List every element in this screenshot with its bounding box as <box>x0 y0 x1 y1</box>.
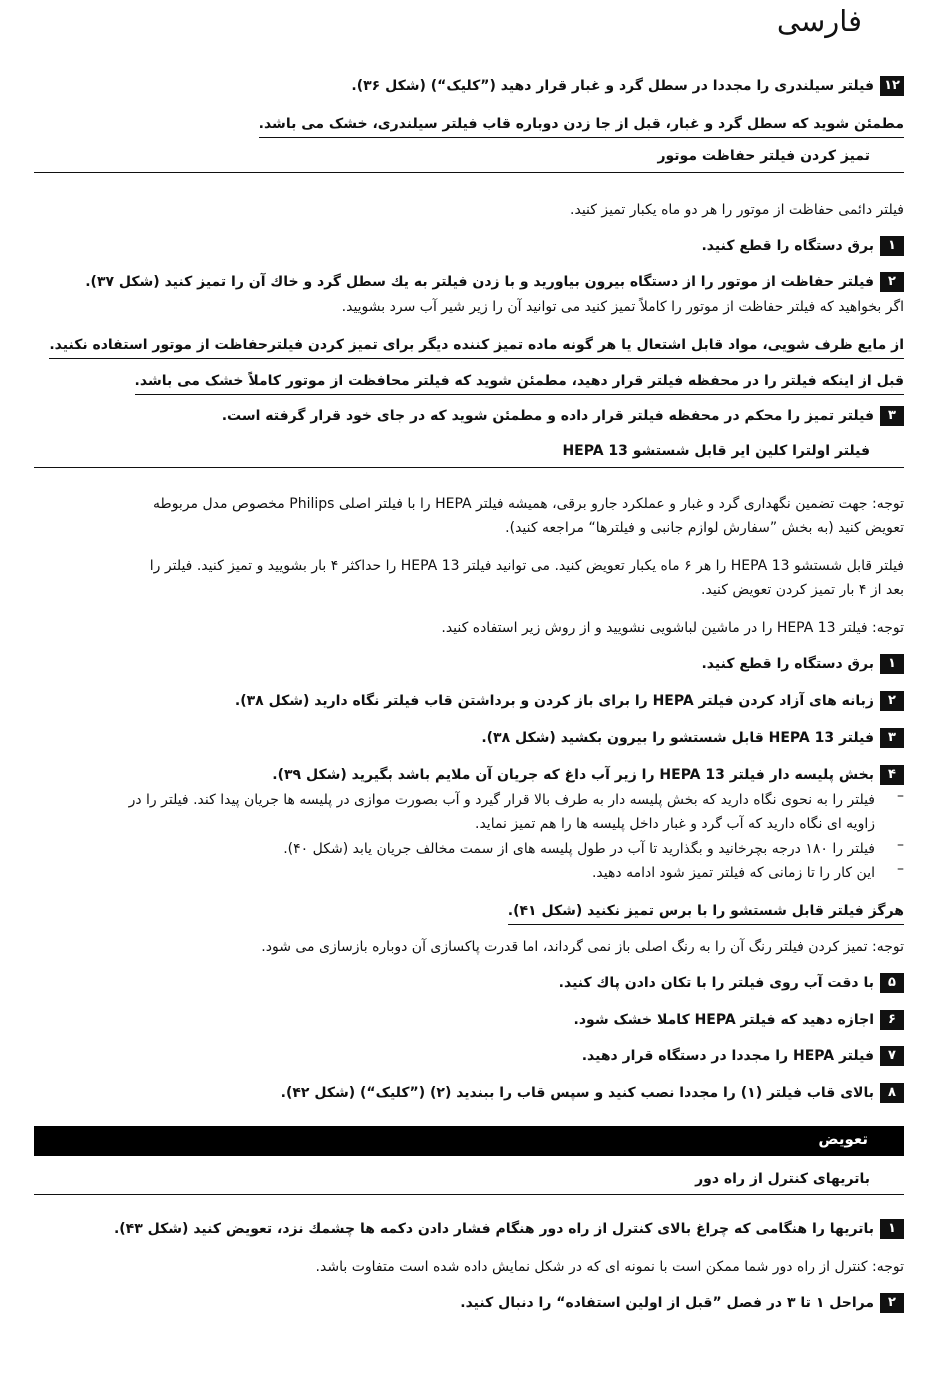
language-title: فارسی <box>776 4 862 38</box>
section-title-hepa: فیلتر اولترا کلین ایر قابل شستشو HEPA 13 <box>562 443 870 459</box>
hepa-step-2: ۲زبانه های آزاد کردن فیلتر HEPA را برای باز کردن و برداشتن قاب فیلتر نگاه دارید (شکل ۳۸). <box>20 689 904 713</box>
bullet-dash: – <box>897 837 904 853</box>
motor-step-2: ۲فیلتر حفاظت از موتور را از دستگاه بیرون بیاورید و با زدن فیلتر به یك سطل گرد و خاك آن را تمیز کنید (شکل ۳۷). <box>20 270 904 294</box>
section-divider <box>34 172 904 173</box>
hepa-step-8: ۸بالای قاب فیلتر (۱) را مجددا نصب کنید و سپس قاب را ببندید (۲) (”کلیک“) (شکل ۴۲). <box>20 1081 904 1105</box>
section-title-motor-filter: تمیز کردن فیلتر حفاظت موتور <box>657 148 870 164</box>
hepa-bullet-3: این کار را تا زمانی که فیلتر تمیز شود ادامه دهید. <box>591 865 875 881</box>
hepa-replace-paragraph: فیلتر قابل شستشو HEPA 13 را هر ۶ ماه یکبار تعویض کنید. می توانید فیلتر HEPA 13 را حداکثر ۴ بار بشویید و تمیز کنید. فیلتر را بعد از ۴ بار تمیز کردن تعویض کنید. <box>149 558 904 598</box>
hepa-step-6: ۶اجازه دهید که فیلتر HEPA کاملا خشک شود. <box>20 1008 904 1032</box>
hepa-step-3: ۳فیلتر HEPA 13 قابل شستشو را بیرون بکشید (شکل ۳۸). <box>20 726 904 750</box>
step-12: ۱۲فیلتر سیلندری را مجددا در سطل گرد و غبار قرار دهید (”کلیک“) (شکل ۳۶). <box>20 74 904 98</box>
hepa-note-1: توجه: جهت تضمین نگهداری گرد و غبار و عملکرد جارو برقی، همیشه فیلتر HEPA را با فیلتر اصلی Philips مخصوص مدل مربوطه تعویض کنید (به بخش ”سفارش لوازم جانبی و فیلترها“ مراجعه کنید). <box>153 496 904 536</box>
motor-step-2-detail: اگر بخواهید که فیلتر حفاظت از موتور را کاملاً تمیز کنید می توانید آن را زیر شیر آب سرد بشویید. <box>341 299 904 315</box>
hepa-step-5: ۵با دقت آب روی فیلتر را با تکان دادن پاك کنید. <box>20 971 904 995</box>
battery-step-2: ۲مراحل ۱ تا ۳ در فصل ”قبل از اولین استفاده“ را دنبال کنید. <box>20 1291 904 1315</box>
motor-filter-intro: فیلتر دائمی حفاظت از موتور را هر دو ماه یکبار تمیز کنید. <box>570 202 904 218</box>
warning-dry-filter: قبل از اینکه فیلتر را در محفظه فیلتر قرار دهید، مطمئن شوید که فیلتر محافظت از موتور کاملاً خشک می باشد. <box>20 369 904 395</box>
hepa-note-2: توجه: فیلتر HEPA 13 را در ماشین لباشویی نشویید و از روش زیر استفاده کنید. <box>441 620 904 636</box>
hepa-bullet-1: فیلتر را به نحوی نگاه دارید که بخش پلیسه دار به طرف بالا قرار گیرد و آب بصورت موازی در پلیسه ها جریان پیدا کند. فیلتر را در زاویه ای نگاه دارید که آب گرد و غبار داخل پلیسه ها را هم تمیز نماید. <box>128 792 875 832</box>
section-divider <box>34 467 904 468</box>
motor-step-1: ۱برق دستگاه را قطع کنید. <box>20 234 904 258</box>
warning-no-brush: هرگز فیلتر قابل شستشو را با برس تمیز نکنید (شکل ۴۱). <box>20 899 904 925</box>
hepa-step-7: ۷فیلتر HEPA را مجددا در دستگاه قرار دهید. <box>20 1044 904 1068</box>
section-bar-replacement <box>34 1126 904 1156</box>
motor-step-3: ۳فیلتر تمیز را محکم در محفظه فیلتر قرار داده و مطمئن شوید که در جای خود قرار گرفته است. <box>20 404 904 428</box>
hepa-step-1: ۱برق دستگاه را قطع کنید. <box>20 652 904 676</box>
bullet-dash: – <box>897 788 904 804</box>
section-bar-title: تعویض <box>818 1130 868 1148</box>
battery-step-1: ۱باتریها را هنگامی که چراغ بالای کنترل از راه دور هنگام فشار دادن دکمه ها چشمك نزد، تعویض کنید (شکل ۴۳). <box>20 1217 904 1241</box>
warning-no-detergent: از مایع ظرف شویی، مواد قابل اشتعال یا هر گونه ماده تمیز کننده دیگر برای تمیز کردن فیلترحفاظت از موتور استفاده نکنید. <box>20 333 904 359</box>
hepa-note-3: توجه: تمیز کردن فیلتر رنگ آن را به رنگ اصلی باز نمی گرداند، اما قدرت پاکسازی آن دوباره بازسازی می شود. <box>261 939 904 955</box>
section-title-remote-batteries: باتریهای کنترل از راه دور <box>695 1171 870 1187</box>
battery-note: توجه: کنترل از راه دور شما ممکن است با نمونه ای که در شکل نمایش داده شده است متفاوت باشد. <box>315 1259 904 1275</box>
bullet-dash: – <box>897 861 904 877</box>
section-divider <box>34 1194 904 1195</box>
hepa-bullet-2: فیلتر را ۱۸۰ درجه بچرخانید و بگذارید تا آب در طول پلیسه های از سمت مخالف جریان یابد (شکل ۴۰). <box>283 841 875 857</box>
hepa-step-4: ۴بخش پلیسه دار فیلتر HEPA 13 را زیر آب داغ که جریان آن ملایم باشد بگیرید (شکل ۳۹). <box>20 763 904 787</box>
warning-dust-bucket: مطمئن شوید که سطل گرد و غبار، قبل از جا زدن دوباره قاب فیلتر سیلندری، خشک می باشد. <box>20 112 904 138</box>
step-number: ۱۲ <box>880 76 904 96</box>
